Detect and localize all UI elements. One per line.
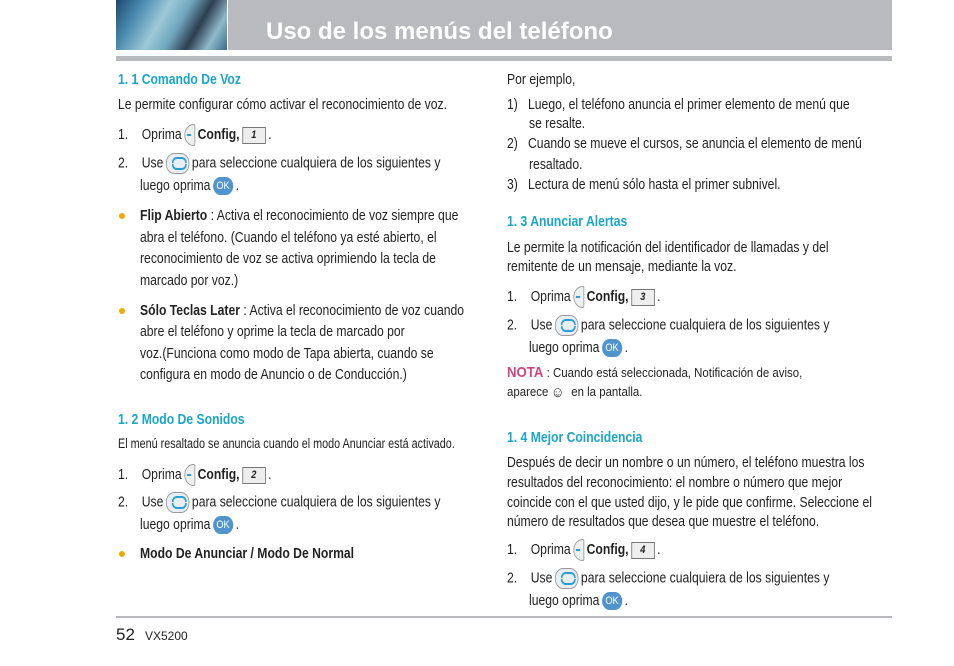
step-text: luego oprima bbox=[529, 340, 600, 356]
bullet-text: : Activa el reconocimiento de voz cuando bbox=[239, 303, 465, 319]
bullet-text: abra el teléfono. (Cuando el teléfono ya esté abierto, el bbox=[140, 230, 437, 246]
step-text: para seleccione cualquiera de los siguientes y bbox=[191, 155, 441, 172]
punct: . bbox=[624, 340, 629, 356]
step-2 bbox=[118, 153, 440, 174]
section-heading: 1. 1 Comando De Voz bbox=[118, 72, 241, 88]
section-heading: 1. 4 Mejor Coincidencia bbox=[507, 430, 643, 446]
example-item bbox=[507, 96, 850, 114]
example-item bbox=[507, 176, 781, 194]
step-number: 1. bbox=[507, 288, 518, 305]
punct: . bbox=[268, 126, 272, 143]
config-label: Config, bbox=[197, 126, 240, 143]
step-2-cont bbox=[140, 177, 239, 195]
example-text: Luego, el teléfono anuncia el primer elemento de menú que bbox=[528, 97, 850, 113]
step-number: 1. bbox=[118, 126, 129, 143]
section-heading: 1. 3 Anunciar Alertas bbox=[507, 214, 628, 230]
step-1 bbox=[118, 124, 271, 146]
key-1-icon: 1 bbox=[242, 127, 266, 144]
navigation-key-icon bbox=[555, 568, 579, 589]
step-text: luego oprima bbox=[140, 178, 211, 194]
step-1 bbox=[118, 464, 271, 486]
bullet-text: marcado por voz.) bbox=[140, 273, 239, 289]
bullet-text: reconocimiento de voz se activa oprimiendo la tecla de bbox=[140, 251, 436, 267]
section-desc: Le permite configurar cómo activar el reconocimiento de voz. bbox=[118, 97, 448, 113]
section-desc: número de resultados que desea que muestre el teléfono. bbox=[507, 514, 820, 530]
step-number: 2. bbox=[507, 317, 518, 334]
step-text: para seleccione cualquiera de los siguientes y bbox=[580, 317, 830, 334]
example-text: Lectura de menú sólo hasta el primer subnivel. bbox=[528, 177, 781, 193]
bullet-text: : Activa el reconocimiento de voz siempre que bbox=[207, 208, 459, 224]
page-title: Uso de los menús del teléfono bbox=[266, 18, 613, 45]
bullet-text: voz.(Funciona como modo de Tapa abierta, cuando se bbox=[140, 346, 434, 362]
note-label: NOTA bbox=[507, 364, 544, 381]
note-text: : Cuando está seleccionada, Notificación de aviso, bbox=[546, 365, 803, 380]
section-desc: El menú resaltado se anuncia cuando el modo Anunciar está activado. bbox=[118, 436, 455, 451]
example-text: se resalte. bbox=[529, 116, 586, 132]
bullet-icon bbox=[119, 308, 125, 314]
note-text: aparece bbox=[507, 384, 549, 399]
section-desc: Después de decir un nombre o un número, el teléfono muestra los bbox=[507, 455, 865, 471]
bullet-icon bbox=[119, 551, 125, 557]
step-text: luego oprima bbox=[140, 517, 211, 533]
config-label: Config, bbox=[586, 288, 629, 305]
section-desc: remitente de un mensaje, mediante la voz. bbox=[507, 259, 737, 275]
step-number: 2. bbox=[118, 494, 129, 511]
step-2-cont bbox=[529, 592, 628, 610]
step-2 bbox=[118, 492, 440, 513]
step-2-cont bbox=[529, 339, 628, 357]
navigation-key-icon bbox=[166, 492, 190, 513]
note bbox=[507, 364, 802, 382]
config-label: Config, bbox=[586, 541, 629, 558]
step-1 bbox=[507, 286, 660, 308]
section-desc: coincide con el que usted dijo, y le pide que confirme. Seleccione el bbox=[507, 495, 872, 511]
model-name: VX5200 bbox=[145, 629, 188, 643]
ok-key-icon: OK bbox=[213, 177, 233, 195]
step-number: 1. bbox=[118, 466, 129, 483]
config-label: Config, bbox=[197, 466, 240, 483]
section-heading: 1. 2 Modo De Sonidos bbox=[118, 412, 245, 428]
voice-alert-icon: ☺ bbox=[550, 383, 565, 401]
note-cont bbox=[507, 383, 642, 402]
step-text: Oprima bbox=[530, 288, 571, 305]
step-2 bbox=[507, 315, 829, 336]
step-text: Use bbox=[141, 494, 164, 511]
ok-key-icon: OK bbox=[602, 592, 622, 610]
section-desc: Le permite la notificación del identificador de llamadas y del bbox=[507, 240, 829, 256]
navigation-key-icon bbox=[166, 153, 190, 174]
example-number: 3) bbox=[507, 177, 518, 193]
ok-key-icon: OK bbox=[213, 516, 233, 534]
left-softkey-icon bbox=[573, 286, 584, 308]
left-softkey-icon bbox=[573, 539, 584, 561]
header-divider bbox=[116, 56, 892, 61]
example-number: 1) bbox=[507, 97, 518, 113]
example-text: resaltado. bbox=[529, 157, 583, 173]
step-text: Use bbox=[530, 317, 553, 334]
bullet-text: configura en modo de Anuncio o de Conducción.) bbox=[140, 367, 407, 383]
punct: . bbox=[235, 178, 240, 194]
bullet-line bbox=[140, 207, 458, 225]
step-text: Use bbox=[530, 570, 553, 587]
step-1 bbox=[507, 539, 660, 561]
step-text: para seleccione cualquiera de los siguientes y bbox=[191, 494, 441, 511]
step-number: 1. bbox=[507, 541, 518, 558]
step-text: Oprima bbox=[530, 541, 571, 558]
section-desc: resultados del reconocimiento: el nombre o número que mejor bbox=[507, 475, 843, 491]
navigation-key-icon bbox=[555, 315, 579, 336]
bullet-line bbox=[140, 302, 464, 320]
ok-key-icon: OK bbox=[602, 339, 622, 357]
punct: . bbox=[657, 288, 661, 305]
bullet-term: Sólo Teclas Later bbox=[140, 303, 240, 319]
footer-divider bbox=[116, 616, 892, 618]
step-2 bbox=[507, 568, 829, 589]
left-softkey-icon bbox=[184, 124, 195, 146]
bullet-term: Modo De Anunciar / Modo De Normal bbox=[140, 546, 355, 562]
step-text: Use bbox=[141, 155, 164, 172]
punct: . bbox=[235, 517, 240, 533]
note-text: en la pantalla. bbox=[571, 384, 643, 399]
step-number: 2. bbox=[507, 570, 518, 587]
step-text: para seleccione cualquiera de los siguientes y bbox=[580, 570, 830, 587]
step-text: Oprima bbox=[141, 466, 182, 483]
key-4-icon: 4 bbox=[631, 542, 655, 559]
step-2-cont bbox=[140, 516, 239, 534]
example-text: Cuando se mueve el cursos, se anuncia el elemento de menú bbox=[528, 136, 862, 152]
punct: . bbox=[624, 593, 629, 609]
header-photo bbox=[116, 0, 227, 50]
key-2-icon: 2 bbox=[242, 467, 266, 484]
step-text: Oprima bbox=[141, 126, 182, 143]
punct: . bbox=[268, 466, 272, 483]
bullet-icon bbox=[119, 213, 125, 219]
intro-text: Por ejemplo, bbox=[507, 72, 576, 88]
left-softkey-icon bbox=[184, 464, 195, 486]
bullet-term: Flip Abierto bbox=[140, 208, 208, 224]
example-item bbox=[507, 135, 862, 153]
step-number: 2. bbox=[118, 155, 129, 172]
bullet-text: abre el teléfono y oprime la tecla de marcado por bbox=[140, 324, 405, 340]
key-3-icon: 3 bbox=[631, 289, 655, 306]
punct: . bbox=[657, 541, 661, 558]
page-number: 52 bbox=[116, 625, 135, 644]
step-text: luego oprima bbox=[529, 593, 600, 609]
example-number: 2) bbox=[507, 136, 518, 152]
